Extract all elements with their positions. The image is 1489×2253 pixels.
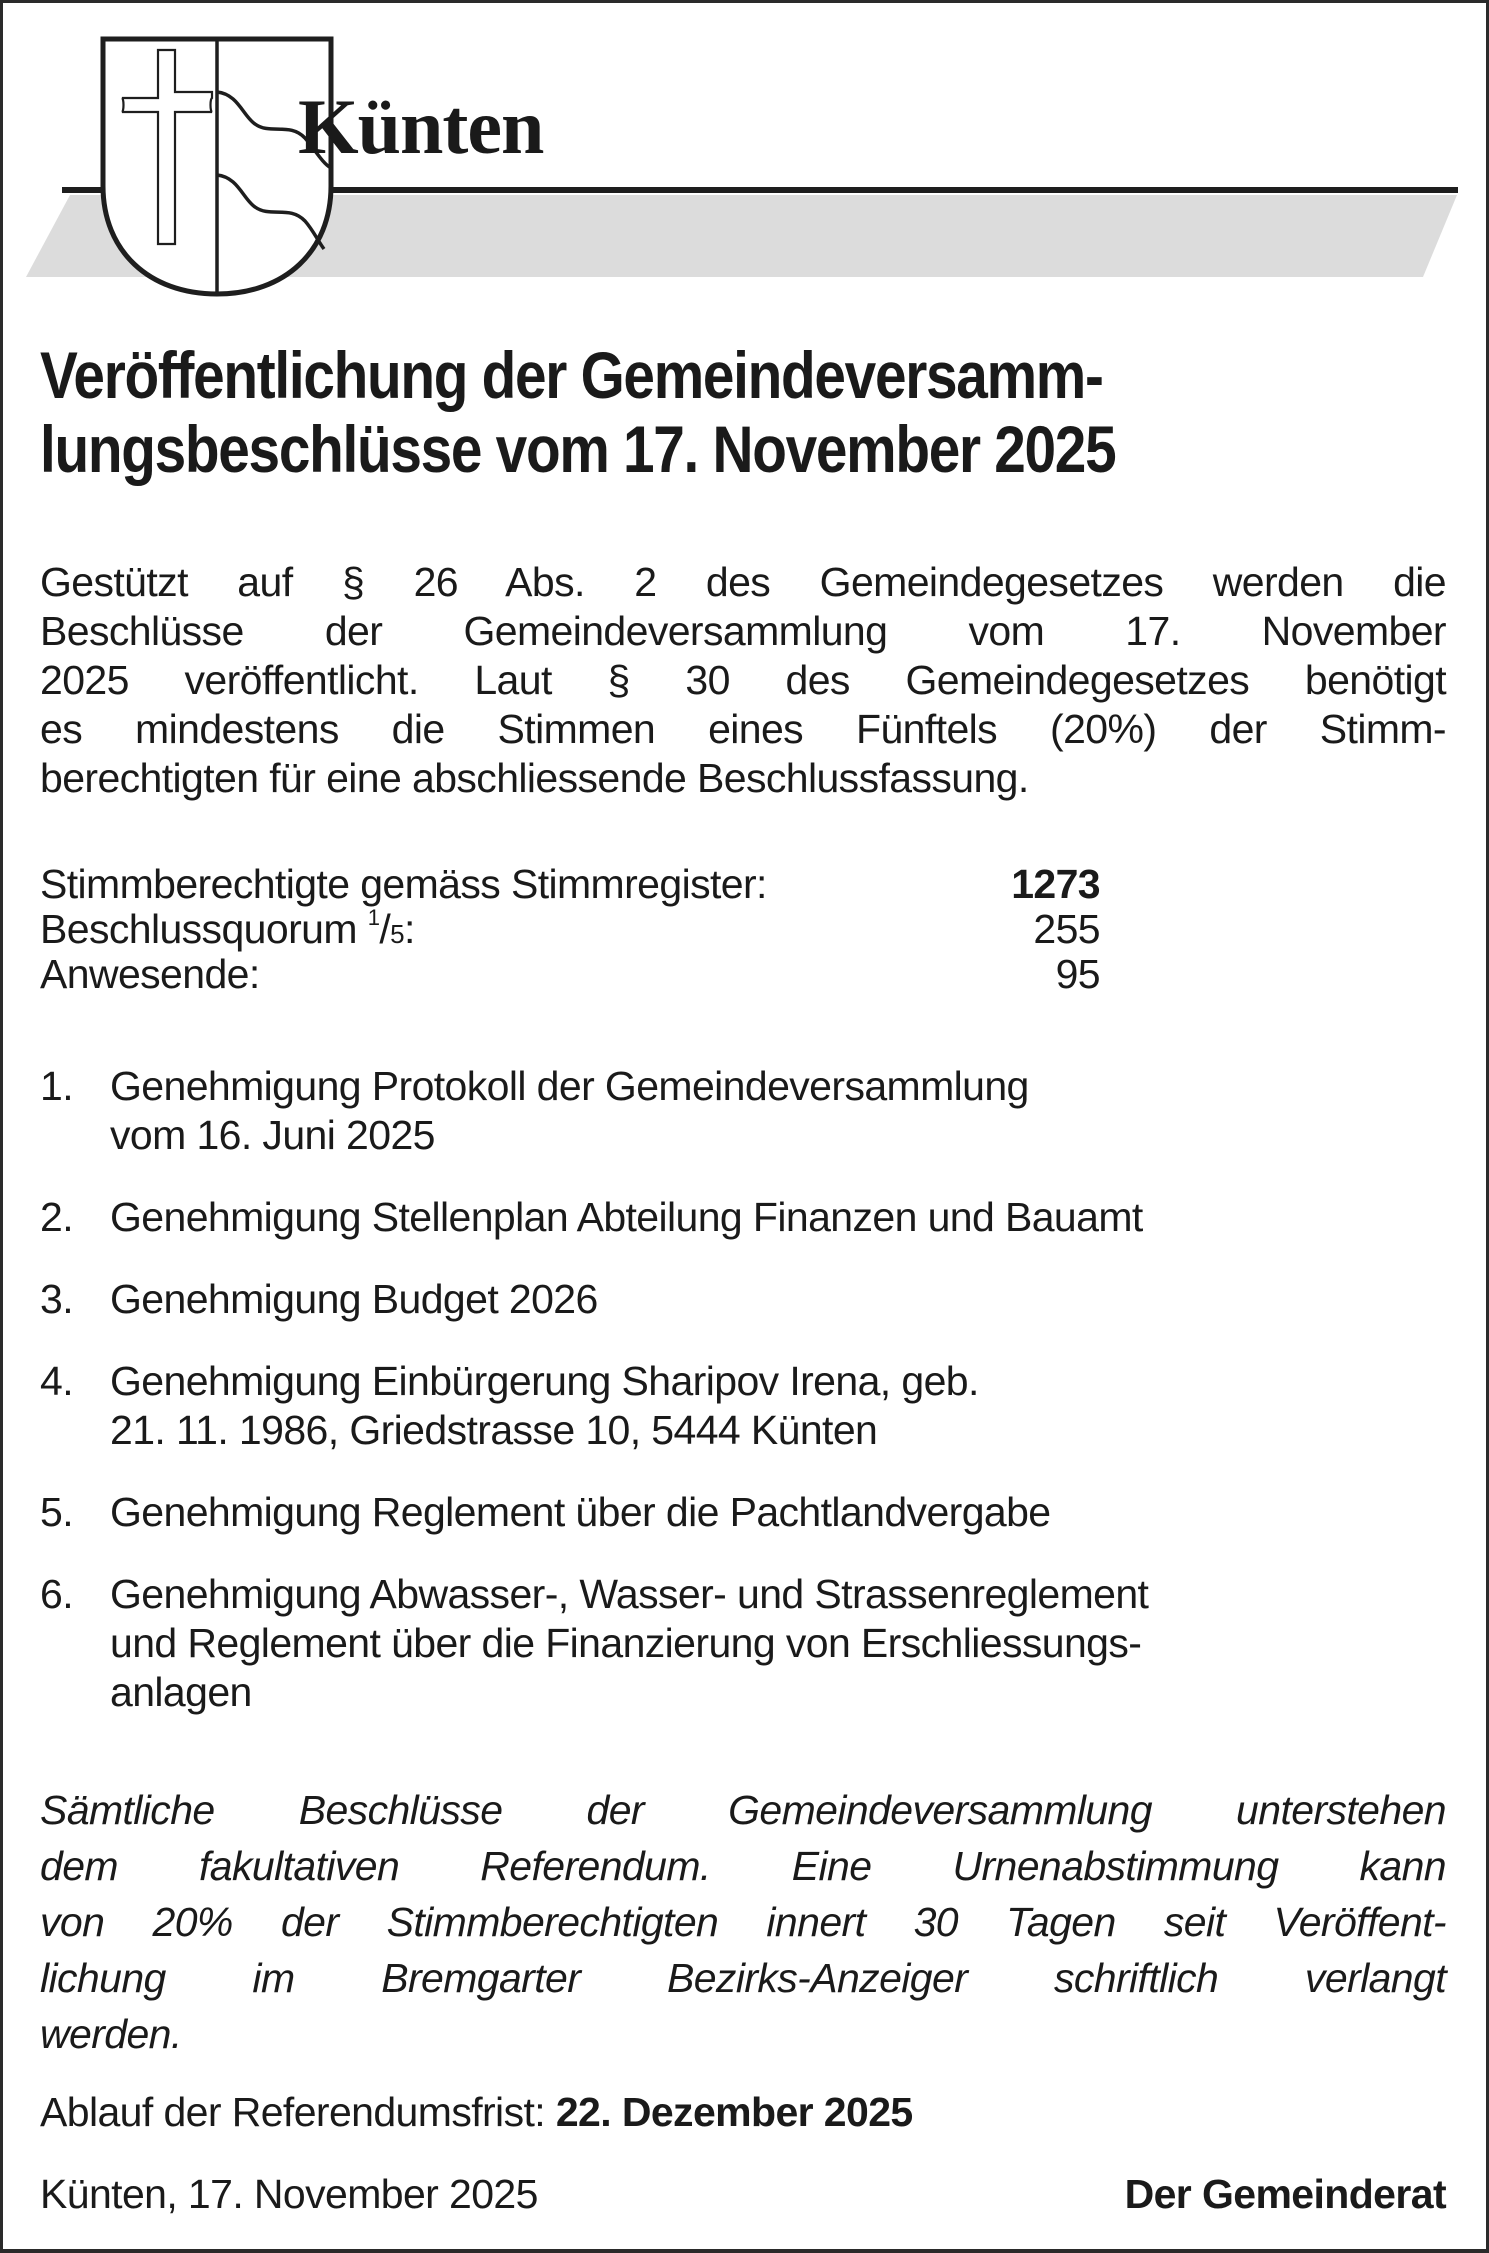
municipality-name: Künten bbox=[298, 83, 544, 170]
list-item bbox=[40, 1357, 1460, 1455]
item-text bbox=[110, 1357, 1460, 1455]
signature-footer bbox=[40, 2170, 1446, 2219]
stat-present bbox=[40, 952, 1100, 997]
item-number: 3. bbox=[40, 1276, 73, 1322]
item-number: 5. bbox=[40, 1489, 73, 1535]
stat-value: 255 bbox=[1033, 906, 1100, 952]
resolution-list bbox=[40, 1062, 1460, 1750]
deadline-label: Ablauf der Referendumsfrist: bbox=[40, 2089, 546, 2135]
item-number: 2. bbox=[40, 1194, 73, 1240]
referendum-deadline bbox=[40, 2088, 1446, 2137]
item-text bbox=[110, 1570, 1460, 1717]
note-line: von 20% der Stimmberechtigten innert 30 Tagen seit Veröffent- bbox=[40, 1899, 1446, 1945]
note-line: werden. bbox=[40, 2011, 182, 2057]
referendum-note bbox=[40, 1782, 1446, 2062]
title-line: lungsbeschlüsse vom 17. November 2025 bbox=[40, 412, 1116, 486]
item-line: anlagen bbox=[110, 1669, 252, 1715]
item-line: Genehmigung Protokoll der Gemeindeversammlung bbox=[110, 1063, 1029, 1109]
stat-registered-voters bbox=[40, 862, 1100, 907]
item-line: vom 16. Juni 2025 bbox=[110, 1112, 435, 1158]
note-line: Sämtliche Beschlüsse der Gemeindeversammlung unterstehen bbox=[40, 1787, 1446, 1833]
list-item bbox=[40, 1193, 1460, 1242]
item-line: Genehmigung Abwasser-, Wasser- und Strassenreglement bbox=[110, 1571, 1149, 1617]
item-line: Genehmigung Reglement über die Pachtlandvergabe bbox=[110, 1489, 1051, 1535]
page-title bbox=[40, 338, 1261, 486]
note-line: dem fakultativen Referendum. Eine Urnenabstimmung kann bbox=[40, 1843, 1446, 1889]
item-number: 4. bbox=[40, 1358, 73, 1404]
list-item bbox=[40, 1062, 1460, 1160]
item-line: und Reglement über die Finanzierung von Erschliessungs- bbox=[110, 1620, 1142, 1666]
item-line: Genehmigung Budget 2026 bbox=[110, 1276, 598, 1322]
vote-statistics bbox=[40, 862, 1100, 997]
item-line: Genehmigung Einbürgerung Sharipov Irena, geb. bbox=[110, 1358, 979, 1404]
paragraph-line: Gestützt auf § 26 Abs. 2 des Gemeindegesetzes werden die bbox=[40, 559, 1446, 605]
title-line: Veröffentlichung der Gemeindeversamm- bbox=[40, 338, 1103, 412]
item-number: 1. bbox=[40, 1063, 73, 1109]
item-line: Genehmigung Stellenplan Abteilung Finanzen und Bauamt bbox=[110, 1194, 1143, 1240]
stat-label: Anwesende: bbox=[40, 951, 260, 997]
item-text bbox=[110, 1062, 1460, 1160]
stat-label bbox=[40, 907, 415, 952]
item-text bbox=[110, 1193, 1460, 1242]
paragraph-line: berechtigten für eine abschliessende Beschlussfassung. bbox=[40, 755, 1029, 801]
fraction-numerator: 1 bbox=[367, 905, 380, 930]
item-text bbox=[110, 1275, 1460, 1324]
deadline-date: 22. Dezember 2025 bbox=[555, 2089, 913, 2135]
fraction-one-fifth: $^1$/5 bbox=[367, 905, 404, 952]
intro-paragraph bbox=[40, 558, 1446, 803]
stat-label: Stimmberechtigte gemäss Stimmregister: bbox=[40, 861, 767, 907]
place-and-date: Künten, 17. November 2025 bbox=[40, 2171, 538, 2217]
note-line: lichung im Bremgarter Bezirks-Anzeiger schriftlich verlangt bbox=[40, 1955, 1446, 2001]
quorum-label-text: Beschlussquorum bbox=[40, 906, 357, 952]
paragraph-line: 2025 veröffentlicht. Laut § 30 des Gemeindegesetzes benötigt bbox=[40, 657, 1446, 703]
masthead bbox=[0, 0, 1489, 300]
paragraph-line: Beschlüsse der Gemeindeversammlung vom 17. November bbox=[40, 608, 1446, 654]
paragraph-line: es mindestens die Stimmen eines Fünftels (20%) der Stimm- bbox=[40, 706, 1446, 752]
list-item bbox=[40, 1275, 1460, 1324]
fraction-denominator: 5 bbox=[390, 919, 404, 949]
item-text bbox=[110, 1488, 1460, 1537]
list-item bbox=[40, 1570, 1460, 1717]
signatory: Der Gemeinderat bbox=[1124, 2171, 1446, 2217]
stat-value: 95 bbox=[1055, 951, 1100, 997]
item-line: 21. 11. 1986, Griedstrasse 10, 5444 Künten bbox=[110, 1407, 878, 1453]
list-item bbox=[40, 1488, 1460, 1537]
item-number: 6. bbox=[40, 1571, 73, 1617]
stat-value: 1273 bbox=[1011, 861, 1100, 907]
quorum-colon: : bbox=[404, 906, 415, 952]
stat-quorum bbox=[40, 907, 1100, 952]
